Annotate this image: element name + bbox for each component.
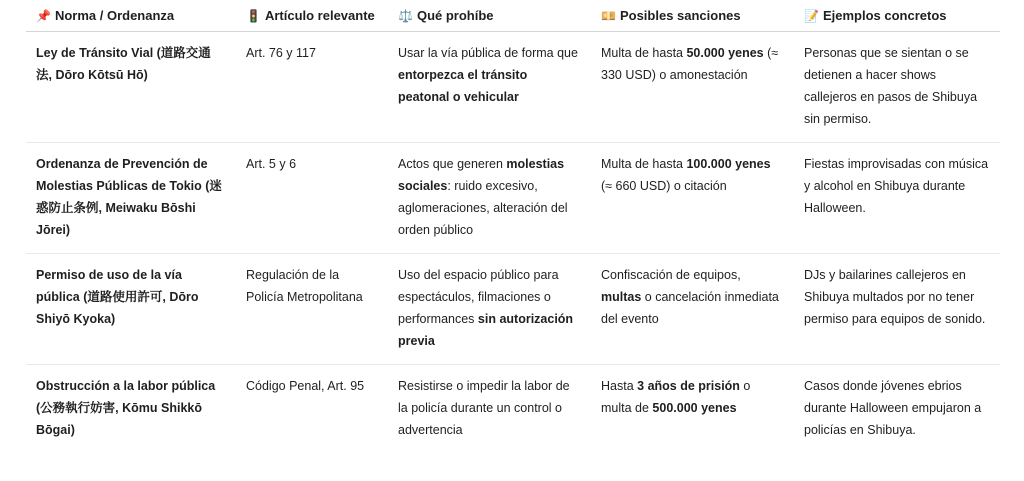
cell-norma: Ley de Tránsito Vial (道路交通法, Dōro Kōtsū Hō) xyxy=(26,32,236,143)
header-ejemplos xyxy=(794,8,1000,32)
cell-articulo: Art. 76 y 117 xyxy=(236,32,388,143)
header-articulo xyxy=(236,8,388,32)
table-row xyxy=(26,32,1000,143)
cell-prohibe: Uso del espacio público para espectáculos, filmaciones o performances sin autorización previa xyxy=(388,254,591,365)
cell-prohibe: Resistirse o impedir la labor de la policía durante un control o advertencia xyxy=(398,379,570,437)
cell-sanciones: Multa de hasta 100.000 yenes (≈ 660 USD) o citación xyxy=(591,143,794,254)
memo-icon: 📝 xyxy=(804,9,819,23)
cell-articulo: Regulación de la Policía Metropolitana xyxy=(236,254,388,365)
header-label: Qué prohíbe xyxy=(416,8,494,23)
regulations-table xyxy=(26,8,1000,453)
header-label: Ejemplos concretos xyxy=(822,8,947,23)
header-prohibe xyxy=(388,8,591,32)
table-row xyxy=(26,143,1000,254)
table-row xyxy=(26,365,1000,454)
table-row xyxy=(26,254,1000,365)
cell-articulo: Código Penal, Art. 95 xyxy=(246,379,365,393)
cell-sanciones: Multa de hasta 50.000 yenes (≈ 330 USD) o amonestación xyxy=(591,32,794,143)
cell-norma: Ordenanza de Prevención de Molestias Públicas de Tokio (迷惑防止条例, Meiwaku Bōshi Jōrei) xyxy=(26,143,236,254)
cell-ejemplos: Personas que se sientan o se detienen a hacer shows callejeros en pasos de Shibuya sin permiso. xyxy=(794,32,1000,143)
header-sanciones xyxy=(591,8,794,32)
header-norma xyxy=(26,8,236,32)
header-label: Norma / Ordenanza xyxy=(54,8,175,23)
header-label: Posibles sanciones xyxy=(619,8,741,23)
table-header-row xyxy=(26,8,1000,32)
cell-ejemplos: Fiestas improvisadas con música y alcohol en Shibuya durante Halloween. xyxy=(794,143,1000,254)
cell-sanciones: Confiscación de equipos, multas o cancelación inmediata del evento xyxy=(591,254,794,365)
money-icon: 💴 xyxy=(601,9,616,23)
balance-scale-icon: ⚖️ xyxy=(398,9,413,23)
cell-norma: Obstrucción a la labor pública (公務執行妨害, Kōmu Shikkō Bōgai) xyxy=(36,379,216,437)
cell-articulo: Art. 5 y 6 xyxy=(236,143,388,254)
cell-prohibe: Usar la vía pública de forma que entorpezca el tránsito peatonal o vehicular xyxy=(388,32,591,143)
header-label: Artículo relevante xyxy=(264,8,375,23)
cell-norma: Permiso de uso de la vía pública (道路使用許可, Dōro Shiyō Kyoka) xyxy=(26,254,236,365)
cell-prohibe: Actos que generen molestias sociales: ruido excesivo, aglomeraciones, alteración del orden público xyxy=(388,143,591,254)
cell-ejemplos: DJs y bailarines callejeros en Shibuya multados por no tener permiso para equipos de sonido. xyxy=(794,254,1000,365)
cell-sanciones: Hasta 3 años de prisión o multa de 500.000 yenes xyxy=(601,379,751,415)
traffic-light-icon: 🚦 xyxy=(246,9,261,23)
pushpin-icon: 📌 xyxy=(36,9,51,23)
cell-ejemplos: Casos donde jóvenes ebrios durante Halloween empujaron a policías en Shibuya. xyxy=(804,379,982,437)
